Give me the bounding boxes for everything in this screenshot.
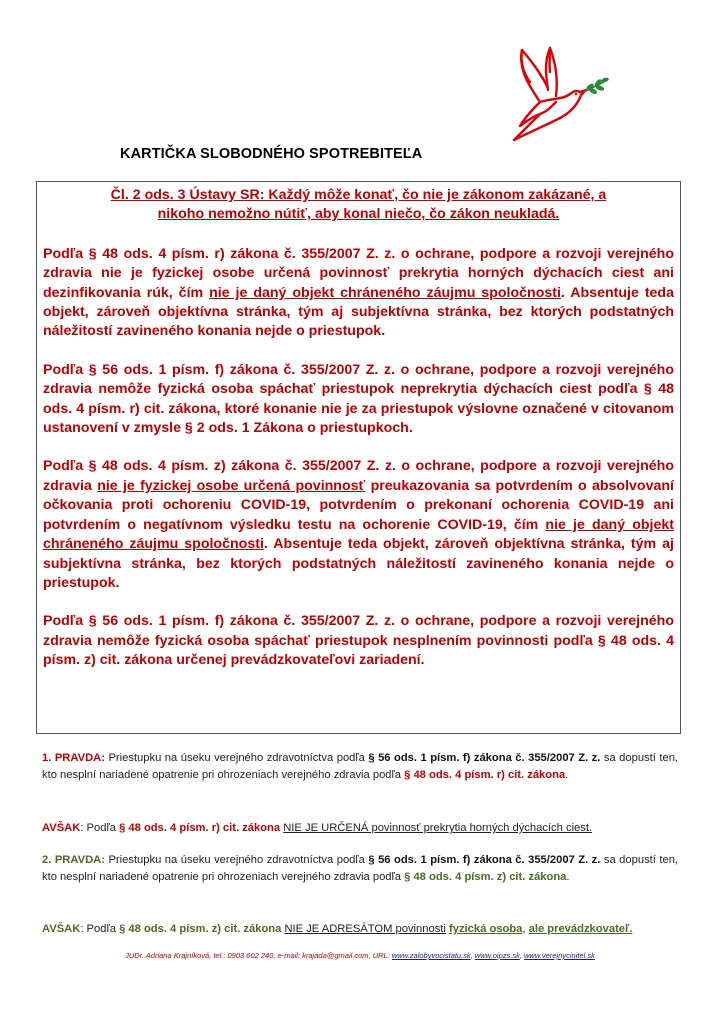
- however-2-underlined-3: ale prevádzkovateľ.: [528, 923, 633, 935]
- footer-contact: [0, 951, 720, 960]
- p1-text-a: Podľa § 48 ods. 4 písm. r) zákona č. 355/2007 Z. z. o ochrane, podpore a rozvoji verejného zdravia nie je fyzickej osobe určená povinnosť prekrytia horných dýchacích ciest ani dezinfikovania rúk, čím: [43, 245, 674, 301]
- p3-text-c: . Absentuje teda objekt, zároveň objektívna stránka, tým aj subjektívna stránka, bez ktorých podstatných náležitostí zavineného konania nejde o priestupok.: [43, 536, 674, 591]
- footer-link-oipzs[interactable]: www.oipzs.sk: [474, 951, 520, 960]
- however-1-ref: § 48 ods. 4 písm. r) cit. zákona: [119, 822, 281, 834]
- truth-2-text-3: .: [566, 870, 570, 883]
- truth-1-ref-1: § 56 ods. 1 písm. f) zákona č. 355/2007 Z. z.: [368, 752, 601, 764]
- however-2-ref: § 48 ods. 4 písm. z) cit. zákona: [119, 923, 282, 935]
- however-2-text-4: ,: [522, 923, 529, 935]
- constitution-quote: [43, 186, 674, 225]
- footer-sep-1: ,: [470, 951, 475, 960]
- however-1: [42, 820, 678, 837]
- paragraph-3: [43, 457, 674, 593]
- p1-text-b: . Absentuje teda objekt, zároveň objektívna stránka, tým aj subjektívna stránka, bez ktorých podstatných náležitostí zavineného konania nejde o priestupok.: [43, 284, 674, 340]
- footer-sep-2: ,: [519, 951, 525, 960]
- page-title: KARTIČKA SLOBODNÉHO SPOTREBITEĽA: [120, 146, 423, 162]
- dove-logo-icon: [500, 42, 610, 147]
- p3-text-b: preukazovania sa potvrdením o absolvovaní očkovania proti ochoreniu COVID-19, potvrdením o prekonaní ochorenia COVID-19 ani potvrdením o negatívnom výsledku testu na ochorenie COVID-19, čím: [43, 477, 674, 533]
- truth-2-text-1: Priestupku na úseku verejného zdravotníctva podľa: [104, 854, 369, 866]
- quote-line-2: nikoho nemožno nútiť, aby konal niečo, čo zákon neukladá.: [157, 206, 560, 223]
- footer-text: JUDr. Adriana Krajníková, tel.: 0903 602 240, e-mail: krajada@gmail.com, URL:: [125, 951, 392, 960]
- truth-2-label: 2. PRAVDA:: [42, 854, 105, 866]
- truth-2-ref-2: § 48 ods. 4 písm. z) cit. zákona: [404, 870, 567, 883]
- truth-1-text-3: .: [565, 768, 569, 781]
- footer-link-zaloby[interactable]: www.zalobyvocistatu.sk: [391, 951, 471, 960]
- truth-1-label: 1. PRAVDA:: [42, 752, 105, 764]
- truth-2-text-2: sa dopustí ten, kto nesplní nariadené opatrenie pri ohrozeniach verejného zdravia podľa: [42, 854, 679, 883]
- however-2-underlined-2: fyzická osoba: [449, 923, 523, 935]
- quote-line-1: Čl. 2 ods. 3 Ústavy SR: Každý môže konať, čo nie je zákonom zakázané, a: [110, 187, 607, 203]
- however-2-text-1: : Podľa: [80, 923, 120, 935]
- truth-2: [42, 852, 678, 885]
- main-text-box: [36, 181, 681, 734]
- however-1-underlined: NIE JE URČENÁ povinnosť prekrytia horných dýchacích ciest.: [283, 822, 593, 834]
- p3-text-a: Podľa § 48 ods. 4 písm. z) zákona č. 355/2007 Z. z. o ochrane, podpore a rozvoji verejného zdravia: [43, 458, 674, 494]
- footer-link-verejnycinitel[interactable]: www.verejnycinitel.sk: [524, 951, 595, 960]
- truth-1: [42, 750, 678, 783]
- p3-underlined-2: nie je daný objekt chráneného záujmu spoločnosti: [43, 516, 674, 553]
- however-2: [42, 921, 678, 938]
- truth-1-text-1: Priestupku na úseku verejného zdravotníctva podľa: [104, 752, 369, 764]
- truth-1-text-2: sa dopustí ten, kto nesplní nariadené opatrenie pri ohrozeniach verejného zdravia podľa: [42, 752, 679, 781]
- however-1-label: AVŠAK: [42, 822, 81, 834]
- p1-underlined: nie je daný objekt chráneného záujmu spoločnosti: [209, 284, 561, 301]
- paragraph-4: Podľa § 56 ods. 1 písm. f) zákona č. 355/2007 Z. z. o ochrane, podpore a rozvoji verejného zdravia nemôže fyzická osoba spáchať priestupok nesplnením povinnosti podľa § 48 ods. 4 písm. z) cit. zákona určenej prevádzkovateľovi zariadení.: [43, 613, 674, 669]
- paragraph-1: [43, 245, 674, 342]
- however-2-label: AVŠAK: [42, 923, 81, 935]
- however-1-text-1: : Podľa: [80, 822, 120, 834]
- p3-underlined-1: nie je fyzickej osobe určená povinnosť: [97, 477, 366, 494]
- truth-1-ref-2: § 48 ods. 4 písm. r) cit. zákona: [404, 768, 566, 781]
- truth-2-ref-1: § 56 ods. 1 písm. f) zákona č. 355/2007 Z. z.: [368, 854, 601, 866]
- paragraph-2: Podľa § 56 ods. 1 písm. f) zákona č. 355/2007 Z. z. o ochrane, podpore a rozvoji verejného zdravia nemôže fyzická osoba spáchať priestupok neprekrytia dýchacích ciest podľa § 48 ods. 4 písm. r) cit. zákona, ktoré konanie nie je za priestupok výslovne označené v citovanom ustanovení v zmysle § 2 ods. 1 Zákona o priestupkoch.: [43, 361, 674, 437]
- however-2-underlined-1: NIE JE ADRESÁTOM povinnosti: [284, 923, 446, 935]
